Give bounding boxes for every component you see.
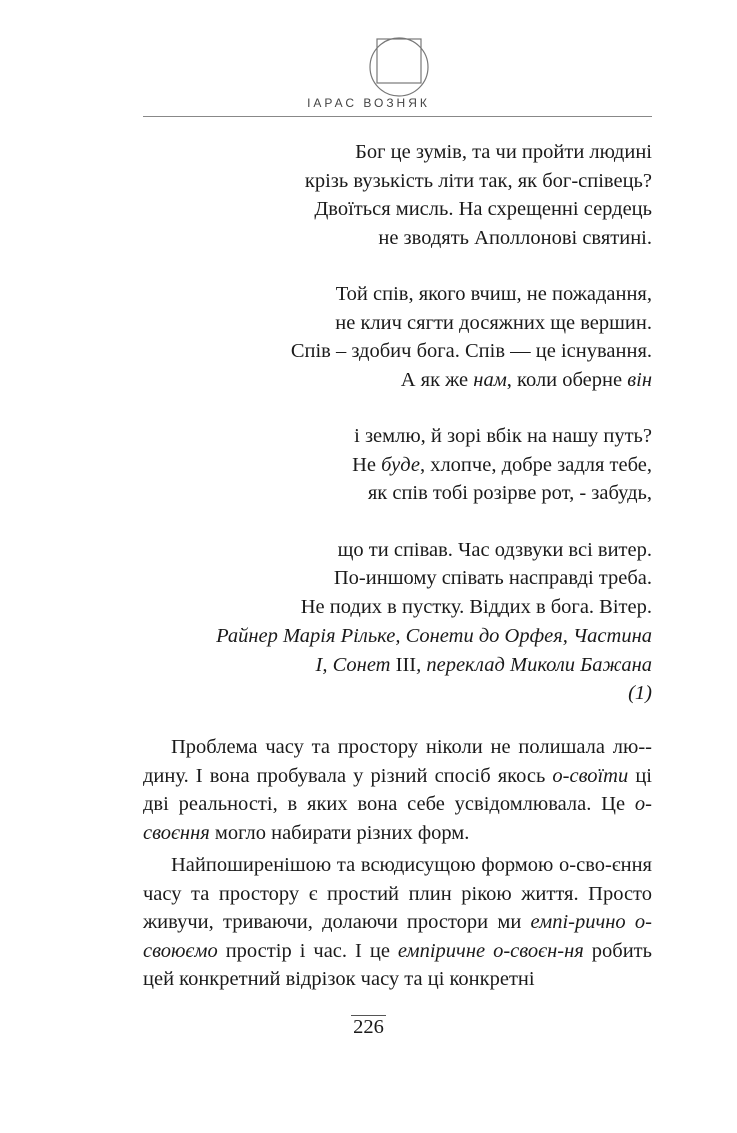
poem-stanza [143,536,652,622]
text-segment: простір і час. І це [217,939,398,962]
poem-stanza [143,280,652,394]
verse-line [143,138,652,167]
poem [143,138,652,621]
text-segment: як спів тобі розірве рот, - забудь, [367,482,652,504]
emphasized-text: о-своїти [552,764,629,787]
text-segment: Двоїться мисль. На схрещенні сердець [314,198,652,220]
verse-line [143,195,652,224]
text-segment: не зводять Аполлонові святині. [378,226,652,249]
verse-line [143,451,652,480]
text-segment: робить цей конкретний відрізок часу та ці конкретні [143,939,652,990]
emphasized-text: буде [381,453,420,476]
text-segment: , коли оберне [506,368,628,391]
text-segment: могло набирати різних форм. [209,821,470,844]
body-paragraph [143,733,652,847]
verse-line [143,309,652,338]
emphasized-text: він [627,368,652,391]
circle-square-emblem-icon [368,36,430,98]
body-paragraph [143,851,652,994]
poem-attribution [143,622,652,708]
text-segment: що ти співав. Час одзвуки всі витер. [337,538,652,561]
poem-stanza [143,138,652,252]
text-segment: Спів – здобич бога. Спів — це існування. [290,340,652,362]
emphasized-text: о-своєння [143,793,652,844]
verse-line [143,536,652,565]
sonnet-number: III [395,653,417,676]
header-divider [143,116,652,117]
text-segment: Найпоширенішою та всюдисущою формою о-сво-єння часу та простору є простий плин рікою життя. Просто живучи, триваючи, долаючи простори ми [143,854,652,933]
verse-line [143,280,652,309]
verse-line [143,337,652,366]
text-segment: Проблема часу та простору ніколи не полишала лю-дину. І вона пробувала у різний спосіб якось [143,736,652,787]
verse-line [143,479,652,508]
text-segment: По-иншому співать насправді треба. [333,567,652,589]
verse-line [143,366,652,395]
verse-line [143,422,652,451]
emphasized-text: нам [473,368,507,391]
attribution-line: Райнер Марія Рільке, Сонети до Орфея, Частина [216,625,652,647]
text-segment: , хлопче, добре задля тебе, [419,453,652,476]
verse-line [143,224,652,253]
body-text [143,733,652,994]
attribution-text: , переклад Миколи Бажана [416,653,652,676]
verse-line [143,564,652,593]
running-header-author: ІАРАС ВОЗНЯК [307,96,430,110]
verse-line [143,593,652,622]
text-segment: А як же [400,368,474,391]
page-number [0,1016,737,1039]
footnote-reference: (1) [628,682,652,704]
text-segment: і землю, й зорі вбік на нашу путь? [354,425,652,447]
page-number-text: 226 [353,1016,384,1038]
poem-stanza [143,422,652,508]
text-segment: Не подих в пустку. Віддих в бога. Вітер. [300,595,652,618]
emphasized-text: емпіричне о-своєн-ня [397,939,584,962]
attribution-text: I, Сонет [315,653,396,676]
text-segment: Той спів, якого вчиш, не пожадання, [335,283,652,305]
attribution-line [143,651,652,680]
text-segment: ці дві реальності, в яких вона себе усвідомлювала. Це [143,764,652,815]
emphasized-text: емпі-рично о-своюємо [143,911,652,962]
verse-line [143,167,652,196]
text-segment: Бог це зумів, та чи пройти людині [355,141,652,163]
text-segment: не клич сягти досяжних ще вершин. [335,311,652,334]
text-segment: крізь вузькість літи так, як бог-співець? [304,169,652,192]
text-segment: Не [352,453,382,476]
